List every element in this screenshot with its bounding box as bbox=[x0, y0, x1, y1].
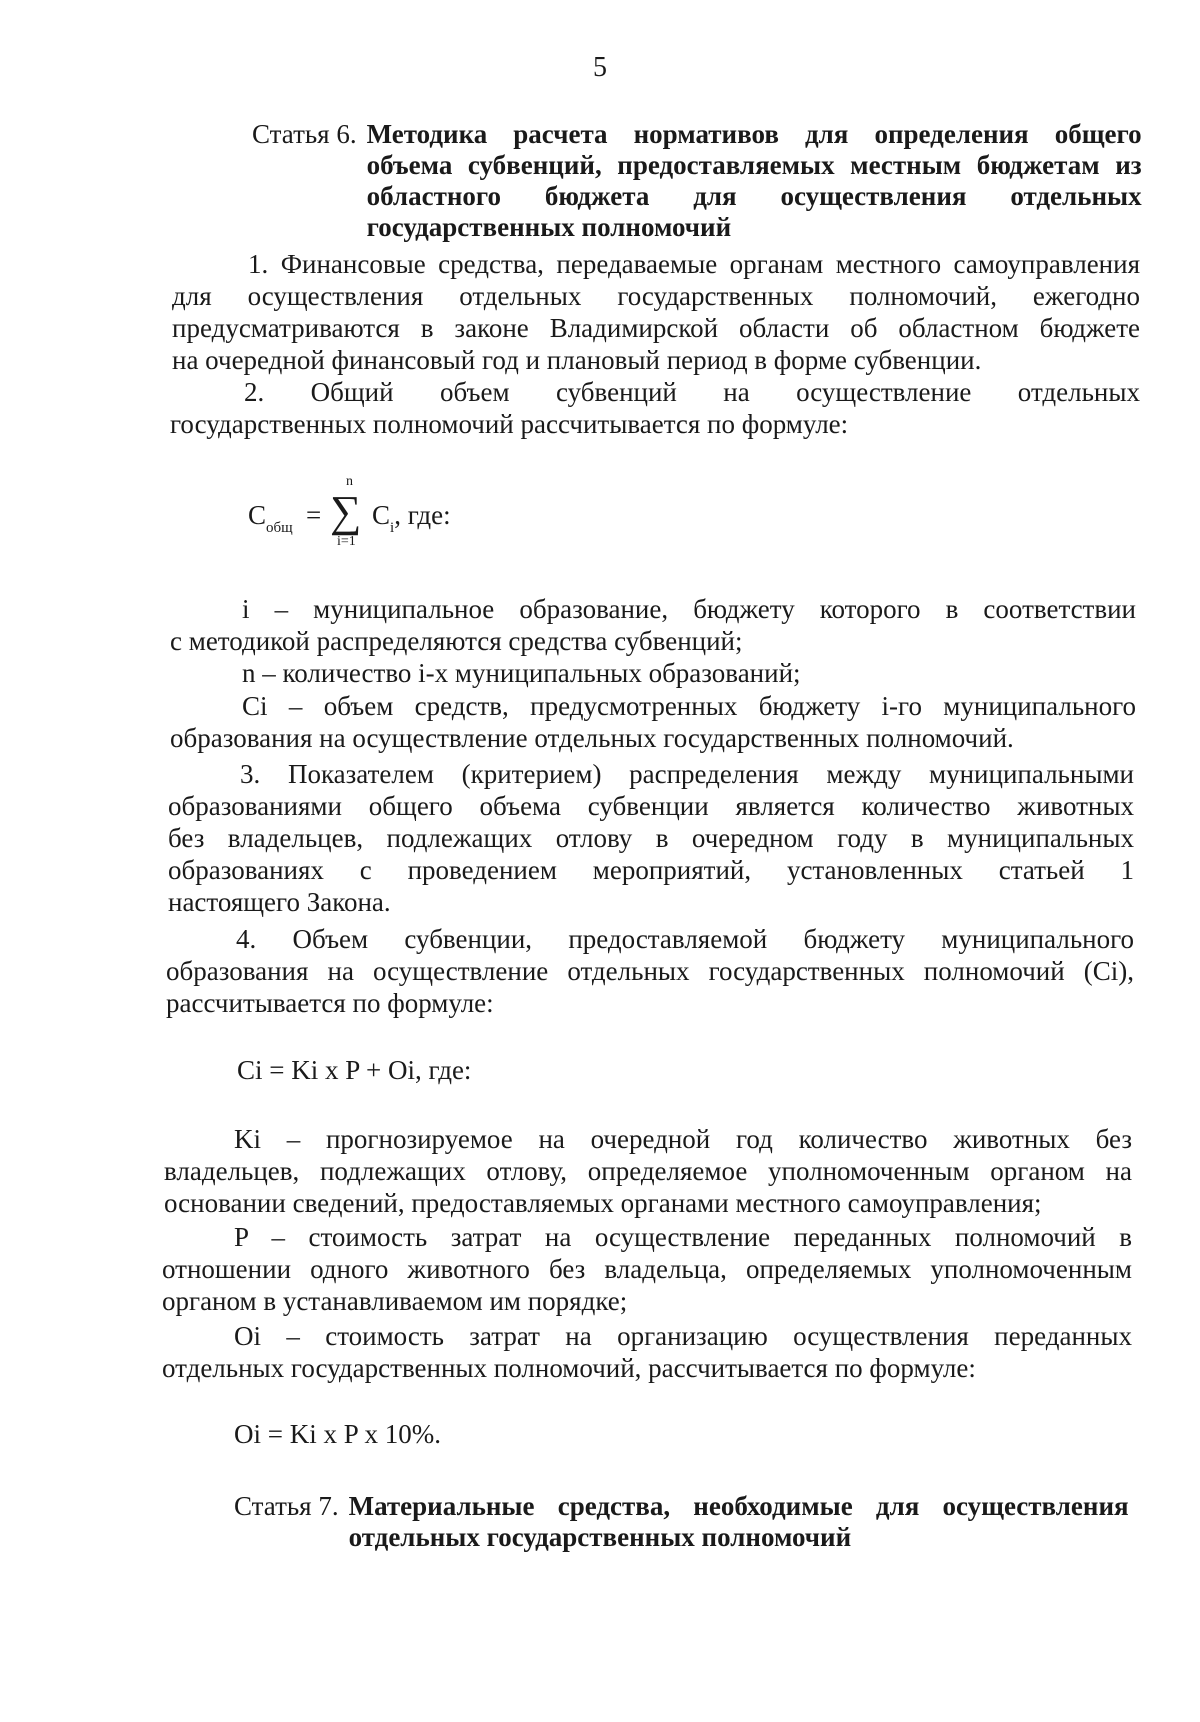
article-6-title-line: Методика расчета нормативов для определения общего bbox=[366, 119, 1142, 149]
paragraph-line: 3. Показателем (критерием) распределения между муниципальными bbox=[240, 759, 1134, 789]
paragraph-line: рассчитывается по формуле: bbox=[166, 988, 494, 1018]
definition-p bbox=[162, 1221, 1132, 1317]
paragraph-line: с методикой распределяются средства субвенций; bbox=[170, 626, 743, 656]
paragraph-line: для осуществления отдельных государственных полномочий, ежегодно bbox=[172, 281, 1140, 311]
article-6-label: Статья 6. bbox=[252, 119, 357, 149]
definition-ki bbox=[164, 1123, 1132, 1219]
paragraph-3 bbox=[168, 758, 1134, 918]
formula-total-subvention bbox=[248, 474, 548, 554]
article-7-title bbox=[349, 1491, 1129, 1553]
article-6-heading bbox=[252, 119, 1152, 243]
paragraph-line: предусматриваются в законе Владимирской области об областном бюджете bbox=[172, 313, 1140, 343]
article-7-title-line: Материальные средства, необходимые для осуществления bbox=[348, 1491, 1129, 1521]
definition-oi bbox=[162, 1320, 1132, 1384]
paragraph-line: основании сведений, предоставляемых органами местного самоуправления; bbox=[164, 1188, 1042, 1218]
paragraph-line: отношении одного животного без владельца, определяемых уполномоченным bbox=[162, 1254, 1132, 1284]
paragraph-1 bbox=[172, 248, 1140, 376]
paragraph-line: n – количество i-х муниципальных образований; bbox=[242, 658, 801, 688]
formula-lhs-subscript: общ bbox=[266, 520, 293, 536]
paragraph-2 bbox=[170, 376, 1140, 440]
paragraph-line: Ci – объем средств, предусмотренных бюджету i-го муниципального bbox=[242, 691, 1136, 721]
formula-rhs: $C_i$, где: bbox=[372, 500, 451, 536]
sum-upper-limit: n bbox=[346, 474, 353, 489]
paragraph-4 bbox=[166, 923, 1134, 1019]
paragraph-line: без владельцев, подлежащих отлову в очередном году в муниципальных bbox=[168, 823, 1134, 853]
paragraph-line: i – муниципальное образование, бюджету которого в соответствии bbox=[242, 594, 1136, 624]
definition-i bbox=[170, 593, 1136, 657]
paragraph-line: 4. Объем субвенции, предоставляемой бюджету муниципального bbox=[236, 924, 1134, 954]
paragraph-line: настоящего Закона. bbox=[168, 887, 391, 917]
article-7-label: Статья 7. bbox=[234, 1491, 339, 1521]
paragraph-line: Oi – стоимость затрат на организацию осуществления переданных bbox=[234, 1321, 1132, 1351]
paragraph-line: на очередной финансовый год и плановый период в форме субвенции. bbox=[172, 345, 982, 375]
page-number: 5 bbox=[593, 52, 607, 83]
formula-rhs-subscript: i bbox=[390, 520, 395, 536]
paragraph-line: органом в устанавливаемом им порядке; bbox=[162, 1286, 628, 1316]
article-6-title bbox=[367, 119, 1142, 243]
article-6-title-line: объема субвенций, предоставляемых местным бюджетам из bbox=[366, 150, 1142, 180]
paragraph-line: отдельных государственных полномочий, рассчитывается по формуле: bbox=[162, 1353, 976, 1383]
paragraph-line: Ki – прогнозируемое на очередной год количество животных без bbox=[234, 1124, 1132, 1154]
paragraph-line: 2. Общий объем субвенций на осуществление отдельных bbox=[244, 377, 1140, 407]
paragraph-line: 1. Финансовые средства, передаваемые органам местного самоуправления bbox=[248, 249, 1140, 279]
paragraph-line: образования на осуществление отдельных государственных полномочий. bbox=[170, 723, 1014, 753]
article-7-title-line: отдельных государственных полномочий bbox=[348, 1522, 852, 1552]
definition-ci bbox=[170, 690, 1136, 754]
paragraph-line: образованиями общего объема субвенции является количество животных bbox=[168, 791, 1134, 821]
sigma-icon: ∑ bbox=[330, 487, 362, 536]
article-7-heading bbox=[234, 1491, 1134, 1553]
paragraph-line: владельцев, подлежащих отлову, определяемое уполномоченным органом на bbox=[164, 1156, 1132, 1186]
paragraph-line: государственных полномочий рассчитывается по формуле: bbox=[170, 409, 849, 439]
article-6-title-line: государственных полномочий bbox=[366, 212, 732, 242]
formula-ci: Ci = Ki x P + Oi, где: bbox=[237, 1055, 472, 1085]
paragraph-line: образованиях с проведением мероприятий, установленных статьей 1 bbox=[168, 855, 1134, 885]
formula-equals: = bbox=[306, 500, 322, 530]
article-6-title-line: областного бюджета для осуществления отдельных bbox=[366, 181, 1142, 211]
sum-lower-limit: i=1 bbox=[337, 534, 356, 549]
formula-oi: Oi = Ki x P x 10%. bbox=[234, 1419, 441, 1449]
definition-n bbox=[242, 657, 1136, 689]
paragraph-line: P – стоимость затрат на осуществление переданных полномочий в bbox=[234, 1222, 1132, 1252]
paragraph-line: образования на осуществление отдельных государственных полномочий (Ci), bbox=[166, 956, 1134, 986]
formula-lhs: $C_{общ}$ bbox=[248, 500, 293, 536]
